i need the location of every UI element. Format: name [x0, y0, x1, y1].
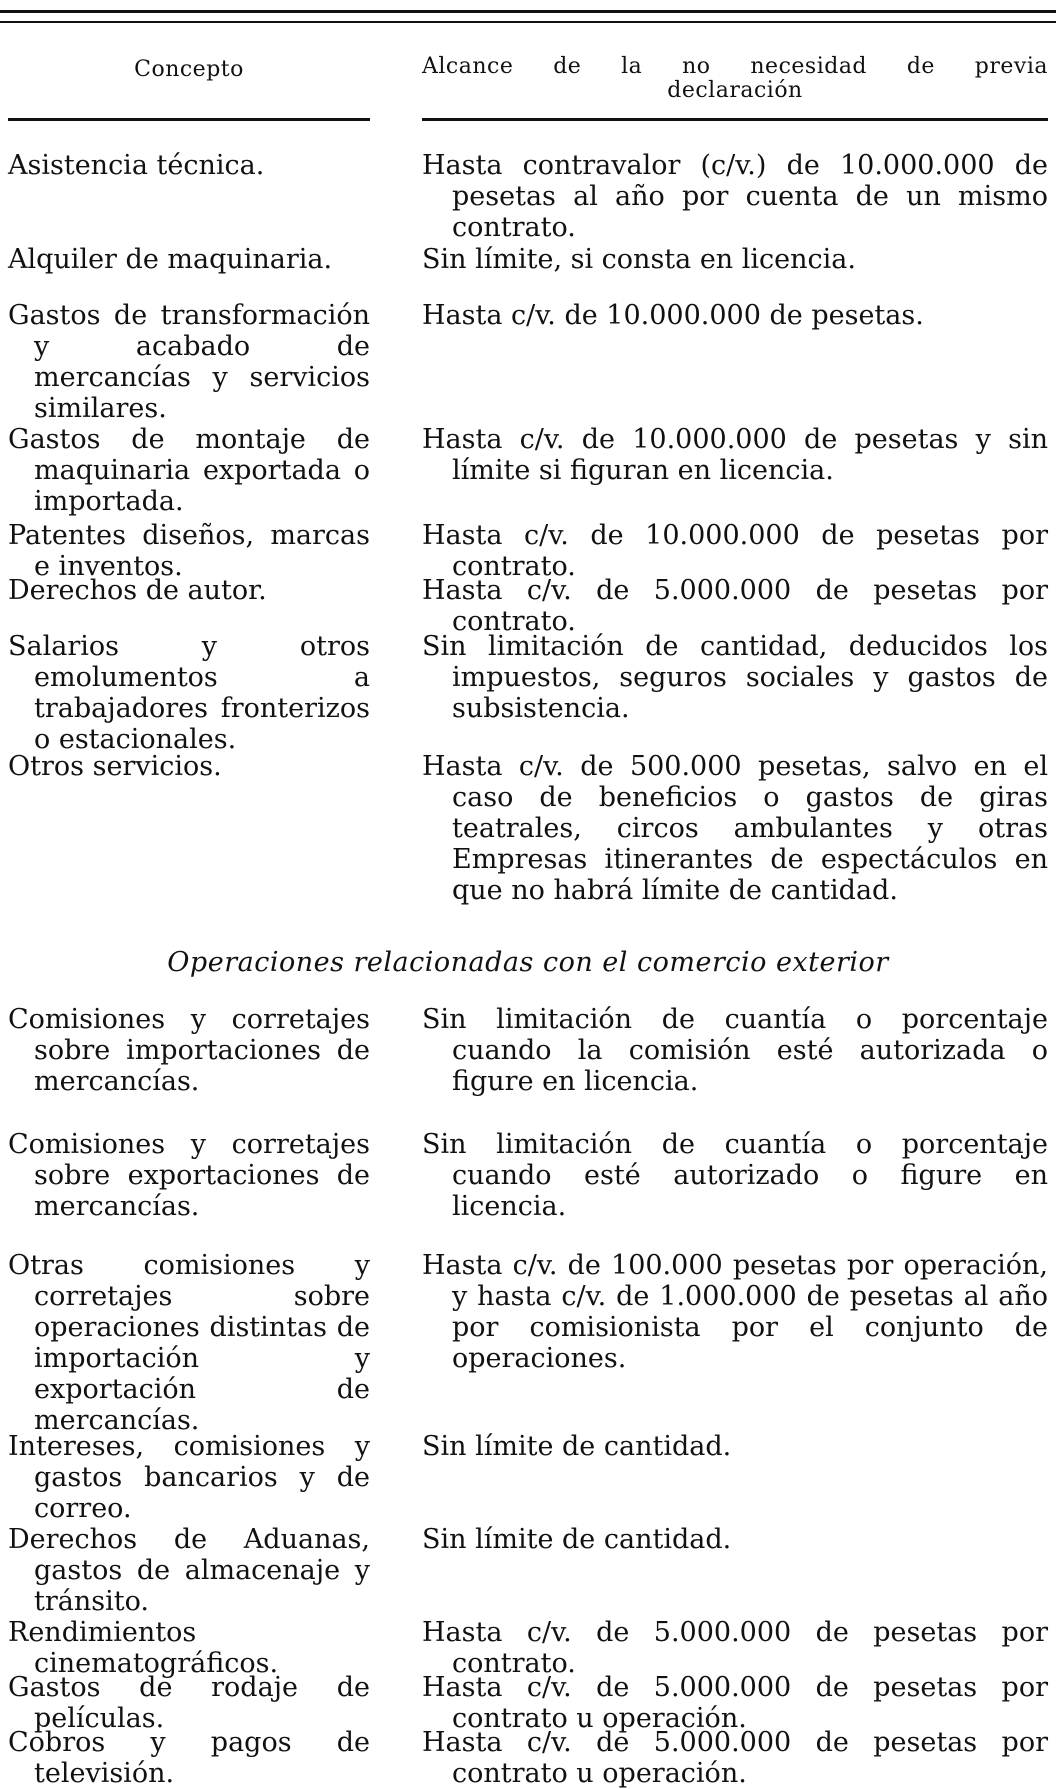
alcance-cell: Hasta contravalor (c/v.) de 10.000.000 de pesetas al año por cuenta de un mismo contrato.	[422, 150, 1048, 243]
header-word: Alcance	[422, 54, 514, 79]
concepto-cell: Comisiones y corretajes sobre exportaciones de mercancías.	[8, 1129, 370, 1222]
concepto-cell: Alquiler de maquinaria.	[8, 244, 333, 275]
concepto-cell: Derechos de autor.	[8, 575, 267, 606]
alcance-cell: Sin limitación de cuantía o porcentaje cuando esté autorizado o figure en licencia.	[422, 1129, 1048, 1222]
alcance-cell: Hasta c/v. de 10.000.000 de pesetas y sin límite si figuran en licencia.	[422, 424, 1048, 486]
alcance-cell: Hasta c/v. de 10.000.000 de pesetas por contrato.	[422, 520, 1048, 582]
concepto-cell: Rendimientos cinematográficos.	[8, 1617, 279, 1679]
header-word: previa	[974, 54, 1048, 79]
alcance-cell: Hasta c/v. de 500.000 pesetas, salvo en el caso de beneficios o gastos de giras teatrales, circos ambulantes y otras Empresas itinerantes de espectáculos en que no habrá límite de cantidad.	[422, 751, 1048, 906]
header-rule-left	[8, 118, 370, 121]
header-word: necesidad	[750, 54, 868, 79]
column-header-alcance	[422, 55, 1048, 103]
alcance-cell: Hasta c/v. de 5.000.000 de pesetas por contrato u operación.	[422, 1727, 1048, 1789]
header-rule-right	[422, 118, 1048, 121]
concepto-cell: Otros servicios.	[8, 751, 222, 782]
alcance-cell: Sin limitación de cantidad, deducidos los impuestos, seguros sociales y gastos de subsistencia.	[422, 631, 1048, 724]
concepto-cell: Asistencia técnica.	[8, 150, 265, 181]
alcance-cell: Hasta c/v. de 5.000.000 de pesetas por contrato.	[422, 1617, 1048, 1679]
concepto-cell: Cobros y pagos de televisión.	[8, 1727, 370, 1789]
section-heading: Operaciones relacionadas con el comercio exterior	[167, 947, 889, 978]
alcance-cell: Hasta c/v. de 5.000.000 de pesetas por contrato.	[422, 575, 1048, 637]
concepto-cell: Gastos de montaje de maquinaria exportada o importada.	[8, 424, 370, 517]
concepto-cell: Intereses, comisiones y gastos bancarios y de correo.	[8, 1431, 370, 1524]
concepto-cell: Otras comisiones y corretajes sobre operaciones distintas de importación y exportación de mercancías.	[8, 1250, 370, 1436]
column-header-concepto: Concepto	[134, 57, 244, 82]
concepto-cell: Comisiones y corretajes sobre importaciones de mercancías.	[8, 1004, 370, 1097]
alcance-cell: Hasta c/v. de 10.000.000 de pesetas.	[422, 300, 924, 331]
alcance-cell: Sin límite, si consta en licencia.	[422, 244, 856, 275]
header-word: no	[682, 54, 711, 79]
top-double-rule-lower	[0, 21, 1056, 23]
header-word: de	[906, 54, 935, 79]
header-word: de	[553, 54, 582, 79]
concepto-cell: Patentes diseños, marcas e inventos.	[8, 520, 370, 582]
concepto-cell: Derechos de Aduanas, gastos de almacenaje y tránsito.	[8, 1524, 370, 1617]
concepto-cell: Salarios y otros emolumentos a trabajadores fronterizos o estacionales.	[8, 631, 370, 755]
header-word: la	[621, 54, 643, 79]
concepto-cell: Gastos de transformación y acabado de mercancías y servicios similares.	[8, 300, 370, 424]
alcance-cell: Hasta c/v. de 100.000 pesetas por operación, y hasta c/v. de 1.000.000 de pesetas al año por comisionista por el conjunto de operaciones.	[422, 1250, 1048, 1374]
concepto-cell: Gastos de rodaje de películas.	[8, 1672, 370, 1734]
top-double-rule-upper	[0, 10, 1056, 13]
alcance-cell: Sin límite de cantidad.	[422, 1431, 732, 1462]
alcance-cell: Sin límite de cantidad.	[422, 1524, 732, 1555]
alcance-cell: Hasta c/v. de 5.000.000 de pesetas por contrato u operación.	[422, 1672, 1048, 1734]
alcance-cell: Sin limitación de cuantía o porcentaje cuando la comisión esté autorizada o figure en licencia.	[422, 1004, 1048, 1097]
header-word: declaración	[667, 78, 803, 103]
